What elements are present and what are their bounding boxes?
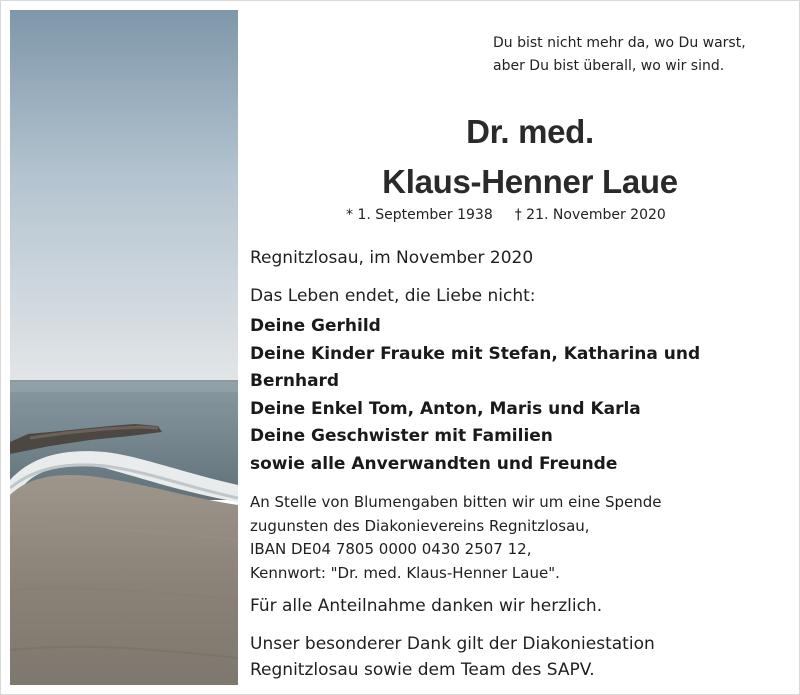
donation-line: An Stelle von Blumengaben bitten wir um eine Spende bbox=[250, 493, 662, 511]
epigraph-quote bbox=[493, 32, 746, 78]
life-dates bbox=[346, 207, 666, 223]
motto: Das Leben endet, die Liebe nicht: bbox=[250, 286, 536, 306]
quote-line: Du bist nicht mehr da, wo Du warst, bbox=[493, 35, 746, 51]
death-date: † 21. November 2020 bbox=[514, 207, 666, 223]
mourners-list bbox=[250, 313, 700, 478]
birth-date: * 1. September 1938 bbox=[346, 207, 493, 223]
special-thanks bbox=[250, 631, 655, 683]
mourner-line: Deine Kinder Frauke mit Stefan, Katharina und bbox=[250, 343, 701, 364]
mourner-line: Deine Gerhild bbox=[250, 316, 381, 336]
donation-iban: IBAN DE04 7805 0000 0430 2507 12, bbox=[250, 540, 532, 558]
deceased-title: Dr. med. bbox=[466, 113, 594, 150]
mourner-line: Deine Geschwister mit Familien bbox=[250, 426, 553, 446]
mourner-line: Bernhard bbox=[250, 371, 340, 391]
quote-line: aber Du bist überall, wo wir sind. bbox=[493, 58, 725, 74]
donation-line: zugunsten des Diakonievereins Regnitzlosau, bbox=[250, 516, 590, 535]
deceased-name-block bbox=[240, 107, 800, 207]
special-thanks-line: Unser besonderer Dank gilt der Diakoniestation bbox=[250, 634, 655, 654]
mourner-line: sowie alle Anverwandten und Freunde bbox=[250, 453, 618, 474]
place-date: Regnitzlosau, im November 2020 bbox=[250, 248, 534, 268]
deceased-name: Klaus-Henner Laue bbox=[382, 163, 678, 200]
donation-request bbox=[250, 491, 662, 585]
special-thanks-line: Regnitzlosau sowie dem Team des SAPV. bbox=[250, 660, 595, 680]
mourner-line: Deine Enkel Tom, Anton, Maris und Karla bbox=[250, 398, 641, 419]
beach-photo bbox=[10, 10, 238, 685]
thanks-note: Für alle Anteilnahme danken wir herzlich. bbox=[250, 596, 603, 616]
donation-keyword: Kennwort: "Dr. med. Klaus-Henner Laue". bbox=[250, 563, 560, 582]
